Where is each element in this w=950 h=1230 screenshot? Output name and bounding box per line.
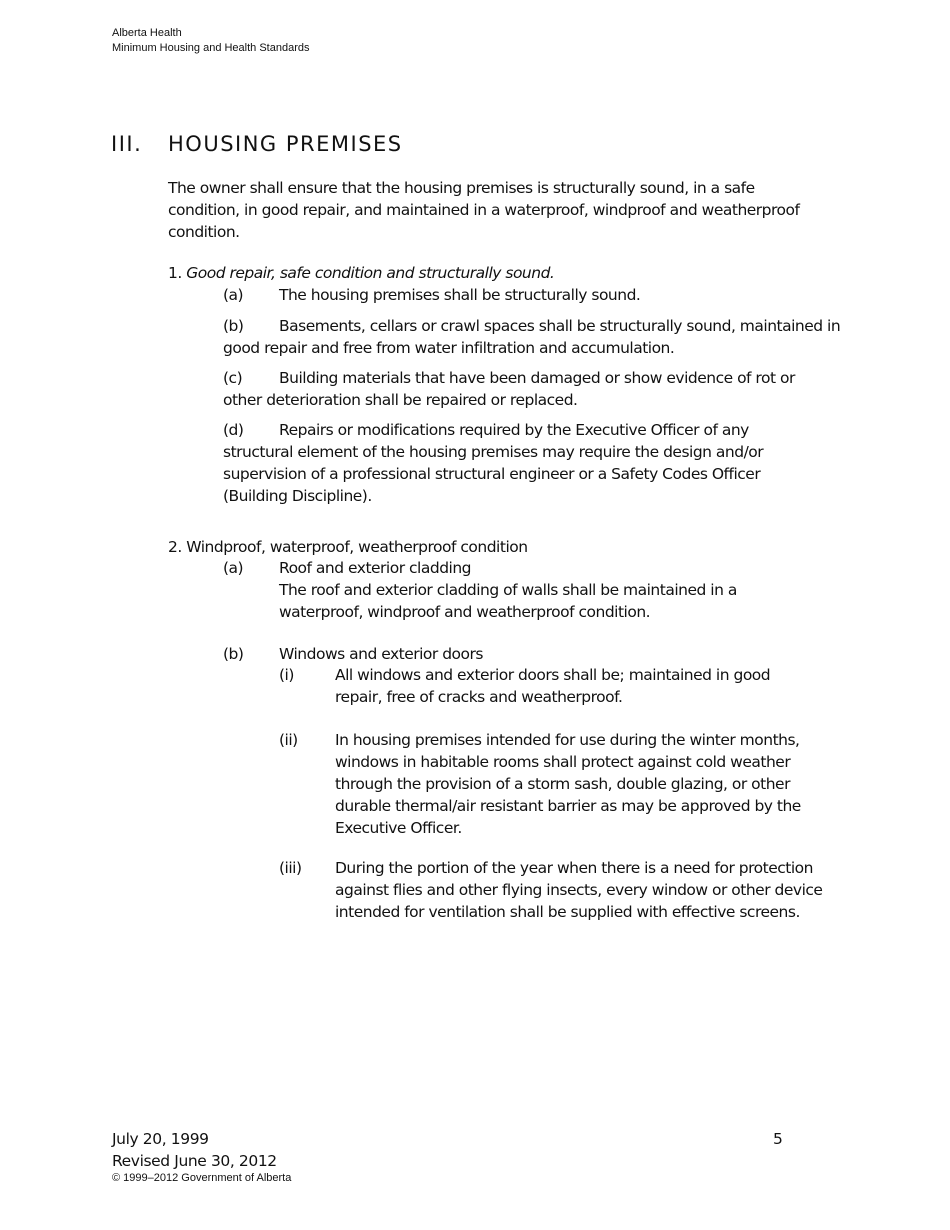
section-number: III. bbox=[111, 132, 143, 156]
section-intro: The owner shall ensure that the housing premises is structurally sound, in a safe condition, in good repair, and maintained in a waterproof, windproof and weatherproof condition. bbox=[168, 179, 800, 241]
item1-number: 1. bbox=[168, 264, 182, 282]
footer-revised: Revised June 30, 2012 bbox=[112, 1152, 277, 1170]
item1-b-text: Basements, cellars or crawl spaces shall be structurally sound, maintained in good repair and free from water infiltration and accumulation. bbox=[223, 317, 841, 357]
item2-b-i-label: (i) bbox=[279, 666, 294, 684]
item1-title: Good repair, safe condition and structurally sound. bbox=[186, 264, 555, 282]
item1-d-label: (d) bbox=[223, 421, 244, 439]
item2-b-ii-text: In housing premises intended for use during the winter months, windows in habitable rooms shall protect against cold weather through the provision of a storm sash, double glazing, or other durable thermal/air resistant barrier as may be approved by the Executive Officer. bbox=[335, 731, 801, 837]
item2-a-heading: Roof and exterior cladding bbox=[279, 559, 471, 577]
item2-b-i-text: All windows and exterior doors shall be; maintained in good repair, free of cracks and weatherproof. bbox=[335, 666, 771, 706]
item1-c-text: Building materials that have been damaged or show evidence of rot or other deterioration shall be repaired or replaced. bbox=[223, 369, 795, 409]
footer-copyright: © 1999–2012 Government of Alberta bbox=[112, 1172, 292, 1184]
header-doc-title: Minimum Housing and Health Standards bbox=[112, 42, 310, 54]
item1-d bbox=[223, 419, 803, 507]
item2-number: 2. bbox=[168, 538, 182, 556]
item1-a-text: The housing premises shall be structurally sound. bbox=[279, 286, 641, 304]
item2-heading bbox=[168, 536, 528, 558]
item2-title: Windproof, waterproof, weatherproof condition bbox=[186, 538, 528, 556]
item2-b-iii-label: (iii) bbox=[279, 859, 302, 877]
header-org: Alberta Health bbox=[112, 27, 182, 39]
item2-b-heading: Windows and exterior doors bbox=[279, 645, 483, 663]
section-title: HOUSING PREMISES bbox=[168, 132, 403, 156]
item1-d-text: Repairs or modifications required by the Executive Officer of any structural element of the housing premises may require the design and/or supervision of a professional structural engineer or a Safety Codes Officer (Building Discipline). bbox=[223, 421, 764, 505]
item1-c-label: (c) bbox=[223, 369, 243, 387]
item2-a-text: The roof and exterior cladding of walls shall be maintained in a waterproof, windproof and weatherproof condition. bbox=[279, 581, 737, 621]
item2-a-label: (a) bbox=[223, 559, 244, 577]
item1-a-label: (a) bbox=[223, 286, 244, 304]
footer-date: July 20, 1999 bbox=[112, 1130, 209, 1148]
item1-b bbox=[223, 315, 843, 359]
item2-b-iii-text: During the portion of the year when there is a need for protection against flies and other flying insects, every window or other device intended for ventilation shall be supplied with effective screens. bbox=[335, 859, 823, 921]
item2-b-ii-label: (ii) bbox=[279, 731, 298, 749]
item2-b-label: (b) bbox=[223, 645, 244, 663]
page-number: 5 bbox=[773, 1130, 783, 1148]
item1-c bbox=[223, 367, 823, 411]
item1-heading bbox=[168, 262, 554, 284]
item1-b-label: (b) bbox=[223, 317, 244, 335]
